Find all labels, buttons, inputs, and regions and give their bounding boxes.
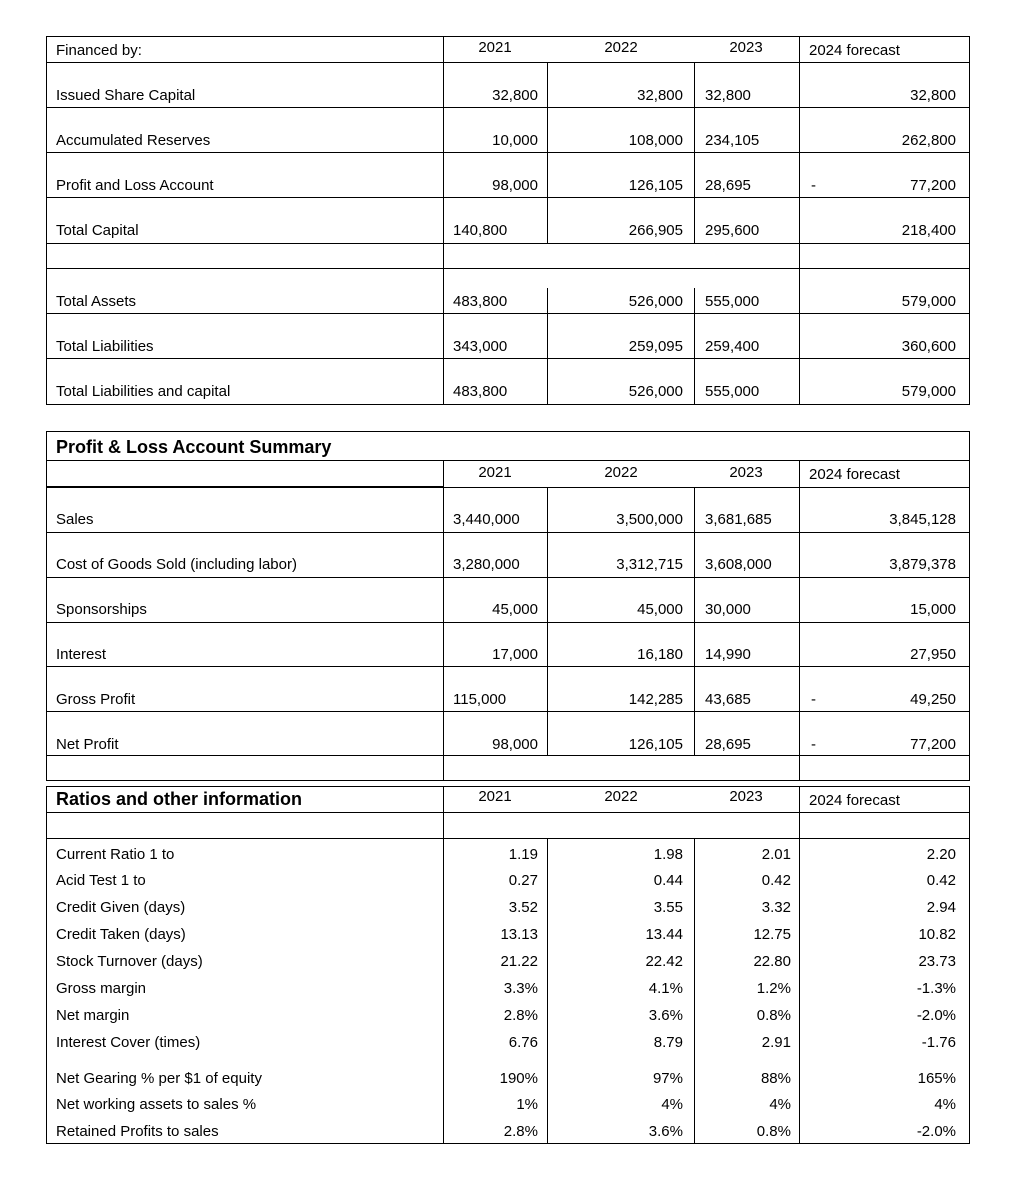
ratio-label: Credit Given (days) bbox=[56, 899, 186, 916]
cell-2023: 259,400 bbox=[705, 338, 760, 355]
pl-row-label: Sales bbox=[56, 511, 94, 528]
pl-cell-2024: 27,950 bbox=[910, 646, 956, 663]
pl-cell-2021: 115,000 bbox=[453, 691, 507, 708]
grid-line-horizontal bbox=[46, 577, 970, 578]
ratio-cell-2022: 22.42 bbox=[645, 953, 683, 970]
ratio-cell-2022: 1.98 bbox=[653, 846, 683, 863]
pl-header-year-2021: 2021 bbox=[478, 464, 512, 481]
pl-cell-2024: 77,200 bbox=[910, 736, 956, 753]
ratio-label: Acid Test 1 to bbox=[56, 872, 146, 889]
pl-cell-2024: 3,879,378 bbox=[889, 556, 956, 573]
ratio-cell-2021: 1% bbox=[516, 1096, 538, 1113]
cell-2022: 32,800 bbox=[637, 87, 683, 104]
ratio-cell-2022: 0.44 bbox=[653, 872, 683, 889]
header-year-2022: 2022 bbox=[604, 39, 638, 56]
ratios-title: Ratios and other information bbox=[56, 789, 303, 809]
grid-line-horizontal bbox=[46, 313, 970, 314]
ratio-cell-2022: 4.1% bbox=[648, 980, 683, 997]
row-label: Profit and Loss Account bbox=[56, 177, 214, 194]
grid-line-vertical bbox=[46, 36, 47, 405]
header-year-2021: 2021 bbox=[478, 39, 512, 56]
ratios-header-year-2021: 2021 bbox=[478, 788, 512, 805]
ratio-label: Retained Profits to sales bbox=[56, 1123, 219, 1140]
header-label: Financed by: bbox=[56, 42, 142, 59]
grid-line-vertical bbox=[969, 431, 970, 781]
row-label: Accumulated Reserves bbox=[56, 132, 211, 149]
pl-cell-2022: 126,105 bbox=[628, 736, 683, 753]
pl-header-year-2024: 2024 forecast bbox=[809, 466, 900, 483]
ratio-cell-2022: 97% bbox=[652, 1070, 683, 1087]
ratio-cell-2023: 3.32 bbox=[761, 899, 791, 916]
ratio-cell-2023: 2.91 bbox=[761, 1034, 791, 1051]
pl-cell-sign: - bbox=[811, 691, 816, 708]
pl-row-label: Interest bbox=[56, 646, 107, 663]
grid-line-vertical bbox=[694, 288, 695, 405]
ratio-cell-2024: -2.0% bbox=[916, 1007, 956, 1024]
grid-line-horizontal bbox=[46, 786, 970, 787]
grid-line-horizontal bbox=[46, 487, 970, 488]
cell-2024: 360,600 bbox=[901, 338, 956, 355]
grid-line-horizontal bbox=[46, 622, 970, 623]
ratio-label: Gross margin bbox=[56, 980, 147, 997]
pl-row-label: Net Profit bbox=[56, 736, 119, 753]
ratio-cell-2023: 0.8% bbox=[756, 1123, 791, 1140]
grid-line-vertical bbox=[547, 288, 548, 405]
ratio-cell-2022: 4% bbox=[661, 1096, 683, 1113]
cell-2024: 262,800 bbox=[901, 132, 956, 149]
cell-sign: - bbox=[811, 177, 816, 194]
grid-line-horizontal bbox=[46, 107, 970, 108]
grid-line-horizontal bbox=[46, 460, 970, 461]
cell-2023: 28,695 bbox=[705, 177, 751, 194]
cell-2022: 108,000 bbox=[628, 132, 683, 149]
ratio-label: Stock Turnover (days) bbox=[56, 953, 203, 970]
grid-line-horizontal bbox=[46, 152, 970, 153]
ratios-header-year-2024: 2024 forecast bbox=[809, 792, 900, 809]
grid-line-horizontal bbox=[46, 812, 970, 813]
pl-cell-2022: 3,312,715 bbox=[616, 556, 683, 573]
pl-row-label: Gross Profit bbox=[56, 691, 136, 708]
ratio-cell-2022: 3.6% bbox=[648, 1007, 683, 1024]
pl-cell-2021: 17,000 bbox=[492, 646, 538, 663]
pl-cell-2024: 15,000 bbox=[910, 601, 956, 618]
cell-2022: 266,905 bbox=[628, 222, 683, 239]
pl-header-year-2023: 2023 bbox=[729, 464, 763, 481]
ratio-label: Net Gearing % per $1 of equity bbox=[56, 1070, 262, 1087]
grid-line-horizontal bbox=[46, 532, 970, 533]
ratio-cell-2024: 165% bbox=[917, 1070, 956, 1087]
ratio-label: Net working assets to sales % bbox=[56, 1096, 257, 1113]
cell-2024: 32,800 bbox=[910, 87, 956, 104]
row-label: Total Liabilities and capital bbox=[56, 383, 231, 400]
grid-line-horizontal bbox=[46, 243, 970, 244]
row-label: Issued Share Capital bbox=[56, 87, 196, 104]
ratio-label: Credit Taken (days) bbox=[56, 926, 186, 943]
cell-2022: 126,105 bbox=[628, 177, 683, 194]
pl-row-label: Sponsorships bbox=[56, 601, 147, 618]
cell-2021: 483,800 bbox=[453, 383, 508, 400]
pl-cell-2022: 142,285 bbox=[628, 691, 683, 708]
cell-2023: 555,000 bbox=[705, 293, 760, 310]
cell-2023: 32,800 bbox=[705, 87, 751, 104]
cell-2024: 218,400 bbox=[901, 222, 956, 239]
ratio-cell-2021: 0.27 bbox=[508, 872, 538, 889]
cell-2021: 343,000 bbox=[453, 338, 508, 355]
ratio-cell-2023: 2.01 bbox=[761, 846, 791, 863]
grid-line-vertical bbox=[694, 62, 695, 244]
cell-2022: 526,000 bbox=[628, 383, 683, 400]
grid-line-vertical bbox=[46, 786, 47, 1144]
grid-line-horizontal bbox=[46, 780, 970, 781]
pl-cell-2021: 45,000 bbox=[492, 601, 538, 618]
cell-2022: 259,095 bbox=[628, 338, 683, 355]
pl-cell-2021: 98,000 bbox=[492, 736, 538, 753]
pl-cell-2023: 14,990 bbox=[705, 646, 751, 663]
grid-line-horizontal bbox=[46, 431, 970, 432]
ratio-cell-2024: 23.73 bbox=[918, 953, 956, 970]
row-label: Total Capital bbox=[56, 222, 139, 239]
cell-2024: 77,200 bbox=[910, 177, 956, 194]
grid-line-vertical bbox=[694, 838, 695, 1144]
grid-line-vertical bbox=[799, 36, 800, 405]
ratio-cell-2024: -2.0% bbox=[916, 1123, 956, 1140]
pl-header-year-2022: 2022 bbox=[604, 464, 638, 481]
cell-2021: 483,800 bbox=[453, 293, 508, 310]
pl-row-label: Cost of Goods Sold (including labor) bbox=[56, 556, 297, 573]
ratio-cell-2023: 88% bbox=[760, 1070, 791, 1087]
header-year-2024: 2024 forecast bbox=[809, 42, 900, 59]
ratio-cell-2021: 6.76 bbox=[508, 1034, 538, 1051]
ratio-cell-2024: 0.42 bbox=[926, 872, 956, 889]
grid-line-horizontal bbox=[46, 404, 970, 405]
ratio-cell-2021: 1.19 bbox=[508, 846, 538, 863]
ratio-cell-2021: 13.13 bbox=[500, 926, 538, 943]
grid-line-vertical bbox=[547, 838, 548, 1144]
row-label: Total Liabilities bbox=[56, 338, 154, 355]
ratios-header-year-2023: 2023 bbox=[729, 788, 763, 805]
ratio-cell-2021: 190% bbox=[499, 1070, 538, 1087]
cell-2021: 98,000 bbox=[492, 177, 538, 194]
pl-cell-2023: 43,685 bbox=[705, 691, 751, 708]
ratio-cell-2021: 3.52 bbox=[508, 899, 538, 916]
ratio-cell-2024: -1.3% bbox=[916, 980, 956, 997]
grid-line-vertical bbox=[969, 36, 970, 405]
pl-cell-2023: 3,681,685 bbox=[705, 511, 772, 528]
ratio-cell-2022: 3.6% bbox=[648, 1123, 683, 1140]
cell-2023: 555,000 bbox=[705, 383, 760, 400]
ratio-cell-2022: 8.79 bbox=[653, 1034, 683, 1051]
grid-line-horizontal bbox=[46, 36, 970, 37]
pl-title: Profit & Loss Account Summary bbox=[56, 437, 332, 457]
ratio-cell-2023: 1.2% bbox=[756, 980, 791, 997]
grid-line-vertical bbox=[799, 460, 800, 781]
cell-2023: 295,600 bbox=[705, 222, 760, 239]
grid-line-vertical bbox=[46, 431, 47, 781]
cell-2022: 526,000 bbox=[628, 293, 683, 310]
pl-cell-2021: 3,280,000 bbox=[453, 556, 520, 573]
pl-cell-2024: 49,250 bbox=[910, 691, 956, 708]
ratio-cell-2022: 3.55 bbox=[653, 899, 683, 916]
ratio-label: Current Ratio 1 to bbox=[56, 846, 175, 863]
ratio-cell-2022: 13.44 bbox=[645, 926, 683, 943]
ratio-cell-2024: 10.82 bbox=[918, 926, 956, 943]
ratio-cell-2023: 0.42 bbox=[761, 872, 791, 889]
ratio-cell-2024: 2.94 bbox=[926, 899, 956, 916]
cell-2024: 579,000 bbox=[901, 293, 956, 310]
grid-line-horizontal bbox=[46, 711, 970, 712]
grid-line-horizontal bbox=[46, 197, 970, 198]
grid-line-vertical bbox=[547, 62, 548, 244]
grid-line-vertical bbox=[799, 786, 800, 1144]
grid-line-horizontal bbox=[46, 268, 970, 269]
ratio-label: Net margin bbox=[56, 1007, 130, 1024]
ratio-cell-2023: 22.80 bbox=[753, 953, 791, 970]
grid-line-vertical bbox=[969, 786, 970, 1144]
header-year-2023: 2023 bbox=[729, 39, 763, 56]
cell-2023: 234,105 bbox=[705, 132, 760, 149]
grid-line-horizontal bbox=[46, 838, 970, 839]
grid-line-horizontal bbox=[46, 358, 970, 359]
grid-line-horizontal bbox=[46, 755, 970, 756]
grid-line-horizontal bbox=[46, 666, 970, 667]
ratio-cell-2021: 21.22 bbox=[500, 953, 538, 970]
cell-2021: 140,800 bbox=[453, 222, 508, 239]
ratio-cell-2023: 12.75 bbox=[753, 926, 791, 943]
pl-cell-2024: 3,845,128 bbox=[889, 511, 956, 528]
cell-2021: 10,000 bbox=[492, 132, 538, 149]
ratios-header-year-2022: 2022 bbox=[604, 788, 638, 805]
grid-line-horizontal bbox=[46, 62, 970, 63]
cell-2021: 32,800 bbox=[492, 87, 538, 104]
ratio-cell-2024: 4% bbox=[934, 1096, 956, 1113]
ratio-cell-2024: -1.76 bbox=[921, 1034, 956, 1051]
pl-cell-2023: 3,608,000 bbox=[705, 556, 772, 573]
grid-line-horizontal bbox=[46, 486, 444, 487]
ratio-label: Interest Cover (times) bbox=[56, 1034, 201, 1051]
row-label: Total Assets bbox=[56, 293, 137, 310]
pl-cell-sign: - bbox=[811, 736, 816, 753]
pl-cell-2021: 3,440,000 bbox=[453, 511, 520, 528]
pl-cell-2022: 16,180 bbox=[637, 646, 683, 663]
pl-cell-2022: 45,000 bbox=[637, 601, 683, 618]
ratio-cell-2023: 4% bbox=[769, 1096, 791, 1113]
ratio-cell-2021: 2.8% bbox=[503, 1007, 538, 1024]
cell-2024: 579,000 bbox=[901, 383, 956, 400]
ratio-cell-2021: 2.8% bbox=[503, 1123, 538, 1140]
ratio-cell-2021: 3.3% bbox=[503, 980, 538, 997]
grid-line-horizontal bbox=[46, 1143, 970, 1144]
grid-line-vertical bbox=[443, 460, 444, 781]
ratio-cell-2023: 0.8% bbox=[756, 1007, 791, 1024]
pl-cell-2023: 30,000 bbox=[705, 601, 751, 618]
pl-cell-2022: 3,500,000 bbox=[616, 511, 683, 528]
grid-line-vertical bbox=[443, 36, 444, 405]
ratio-cell-2024: 2.20 bbox=[926, 846, 956, 863]
pl-cell-2023: 28,695 bbox=[705, 736, 751, 753]
grid-line-vertical bbox=[443, 786, 444, 1144]
